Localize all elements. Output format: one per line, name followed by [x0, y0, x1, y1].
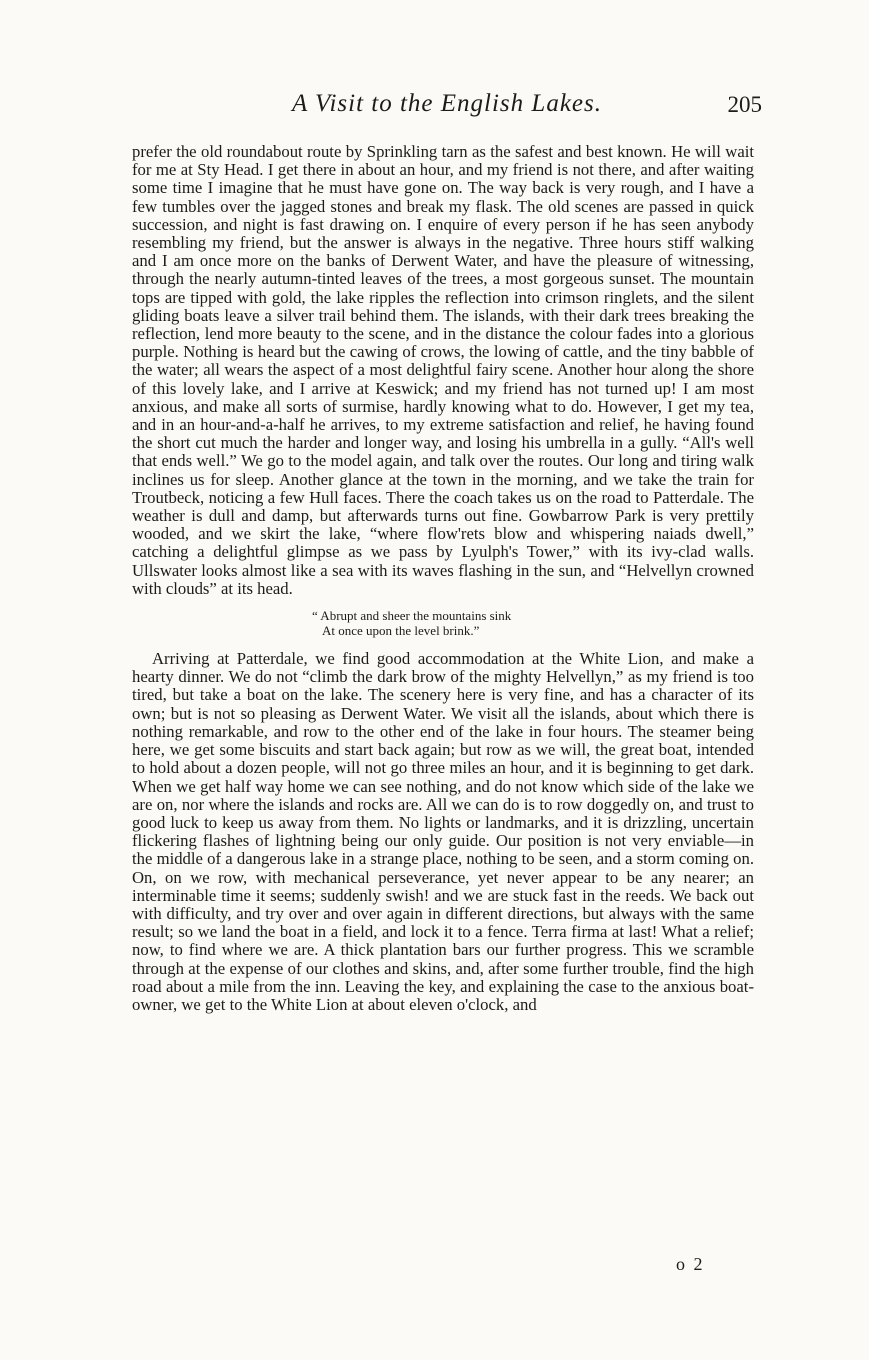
body-text	[132, 143, 754, 1014]
paragraph: prefer the old roundabout route by Sprinkling tarn as the safest and best known. He will wait for me at Sty Head. I get there in about an hour, and my friend is not there, and after waiting some time I imagine that he must have gone on. The way back is very rough, and I have a few tumbles over the jagged stones and break my flask. The old scenes are passed in quick succession, and night is fast drawing on. I enquire of every person if he has seen anybody resembling my friend, but the answer is always in the negative. Three hours stiff walking and I am once more on the banks of Derwent Water, and have the pleasure of witnessing, through the nearly autumn-tinted leaves of the trees, a most gorgeous sunset. The mountain tops are tipped with gold, the lake ripples the reflection into crimson ringlets, and the silent gliding boats leave a silver trail behind them. The islands, with their dark trees breaking the reflection, lend more beauty to the scene, and in the distance the colour fades into a glorious purple. Nothing is heard but the cawing of crows, the lowing of cattle, and the tiny babble of the water; all wears the aspect of a most delightful fairy scene. Another hour along the shore of this lovely lake, and I arrive at Keswick; and my friend has not turned up! I am most anxious, and make all sorts of surmise, hardly knowing what to do. However, I get my tea, and in an hour-and-a-half he arrives, to my extreme satisfaction and relief, he having found the short cut much the harder and longer way, and losing his umbrella in a gully. “All's well that ends well.” We go to the model again, and talk over the routes. Our long and tiring walk inclines us for sleep. Another glance at the town in the morning, and we take the train for Troutbeck, noticing a few Hull faces. There the coach takes us on the road to Patterdale. The weather is dull and damp, but afterwards turns out fine. Gowbarrow Park is very prettily wooded, and we skirt the lake, “where flow'rets blow and whispering naiads dwell,” catching a delightful glimpse as we pass by Lyulph's Tower,” with its ivy-clad walls. Ullswater looks almost like a sea with its waves flashing in the sun, and “Helvellyn crowned with clouds” at its head.	[132, 142, 754, 598]
running-header	[132, 88, 762, 128]
paragraph: Arriving at Patterdale, we find good accommodation at the White Lion, and make a hearty dinner. We do not “climb the dark brow of the mighty Helvellyn,” as my friend is too tired, but take a boat on the lake. The scenery here is very fine, and has a character of its own; but is not so pleasing as Derwent Water. We visit all the islands, about which there is nothing remarkable, and row to the other end of the lake in four hours. The steamer being here, we get some biscuits and start back again; but row as we will, the great boat, intended to hold about a dozen people, will not go three miles an hour, and it is beginning to get dark. When we get half way home we can see nothing, and do not know which side of the lake we are on, nor where the islands and rocks are. All we can do is to row doggedly on, and trust to good luck to keep us away from them. No lights or landmarks, and it is drizzling, uncertain flickering flashes of lightning being our only guide. Our position is not very enviable—in the middle of a dangerous lake in a strange place, nothing to be seen, and a storm coming on. On, on we row, with mechanical perseverance, yet never appear to be any nearer; an interminable time it seems; suddenly swish! and we are stuck fast in the reeds. We back out with difficulty, and try over and over again in different directions, but always with the same result; so we land the boat in a field, and lock it to a fence. Terra firma at last! What a relief; now, to find where we are. A thick plantation bars our further progress. This we scramble through at the expense of our clothes and skins, and, after some further trouble, find the high road about a mile from the inn. Leaving the key, and explaining the case to the anxious boat-owner, we get to the White Lion at about eleven o'clock, and	[132, 649, 754, 1014]
signature-mark: o 2	[676, 1254, 705, 1274]
running-title: A Visit to the English Lakes.	[291, 90, 602, 117]
quote-line: At once upon the level brink.”	[322, 623, 480, 639]
verse-quotation	[132, 608, 754, 638]
quote-line: “ Abrupt and sheer the mountains sink	[312, 608, 512, 624]
page-number: 205	[727, 92, 762, 117]
